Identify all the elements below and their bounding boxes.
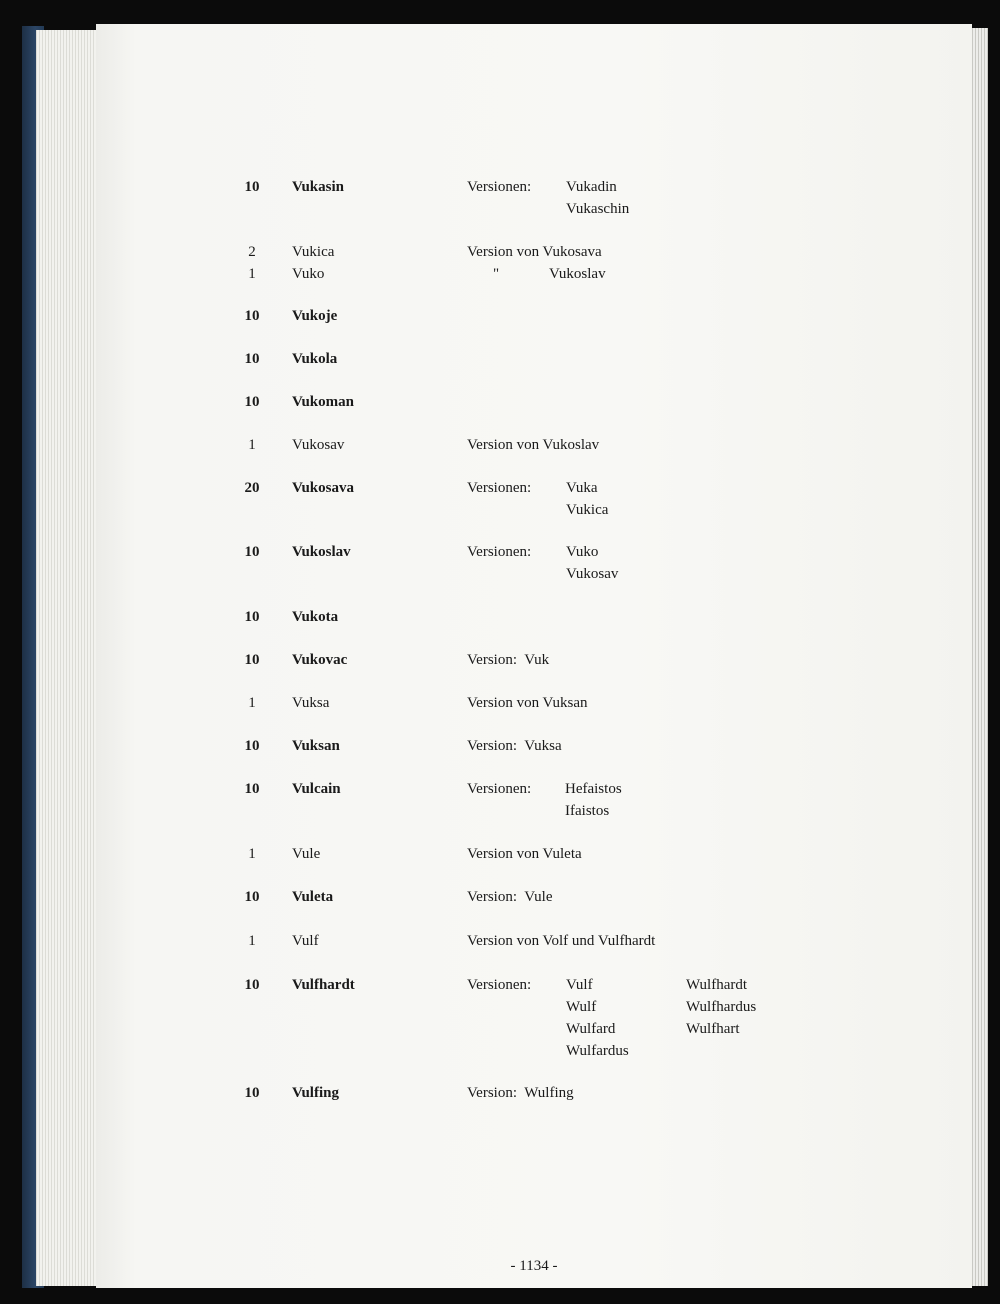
entry-value: Wulfard bbox=[566, 1021, 616, 1037]
entry-value: Hefaistos bbox=[565, 781, 622, 797]
page-number: - 1134 - bbox=[510, 1258, 558, 1274]
entry-name: Vukoman bbox=[292, 394, 354, 410]
entry-count: 10 bbox=[244, 977, 260, 993]
entry-label: Versionen: bbox=[467, 480, 532, 496]
entry-text: Version von Vukoslav bbox=[467, 437, 600, 453]
entry-label: Versionen: bbox=[467, 781, 532, 797]
entry-name: Vuleta bbox=[292, 889, 334, 905]
entry-text: Version von Vuleta bbox=[467, 846, 582, 862]
entry-name: Vukoslav bbox=[292, 544, 351, 560]
entry-name: Vulfhardt bbox=[292, 977, 355, 993]
entry-text: Version von Volf und Vulfhardt bbox=[467, 933, 656, 949]
entry-name: Vukasin bbox=[292, 179, 344, 195]
entry-count: 2 bbox=[248, 244, 256, 260]
entry-count: 10 bbox=[244, 308, 260, 324]
entry-value: Vukosav bbox=[566, 566, 619, 582]
entry-count: 10 bbox=[244, 609, 260, 625]
entry-name: Vukosava bbox=[292, 480, 354, 496]
entry-name: Vulcain bbox=[292, 781, 341, 797]
entry-name: Vukoje bbox=[292, 308, 338, 324]
entry-text: Version von Vukosava bbox=[467, 244, 602, 260]
entry-name: Vuko bbox=[292, 266, 325, 282]
entry-text: Version von Vuksan bbox=[467, 695, 588, 711]
entry-value: Ifaistos bbox=[565, 803, 610, 819]
entry-name: Vukosav bbox=[292, 437, 345, 453]
entry-value-secondary: Wulfhardus bbox=[686, 999, 757, 1015]
entry-text: Version: Vuk bbox=[467, 652, 550, 668]
entry-label: Versionen: bbox=[467, 977, 532, 993]
entry-value: Vukica bbox=[566, 502, 609, 518]
entry-count: 10 bbox=[244, 394, 260, 410]
entry-value: Vukadin bbox=[566, 179, 617, 195]
entry-name: Vulfing bbox=[292, 1085, 339, 1101]
entry-text: Version: Vuksa bbox=[467, 738, 562, 754]
entry-name: Vukovac bbox=[292, 652, 348, 668]
entry-value-secondary: Wulfhart bbox=[686, 1021, 740, 1037]
entry-count: 1 bbox=[248, 933, 256, 949]
entry-label: Versionen: bbox=[467, 179, 532, 195]
entry-count: 10 bbox=[244, 1085, 260, 1101]
entry-value: Vukaschin bbox=[566, 201, 630, 217]
entry-count: 10 bbox=[244, 351, 260, 367]
entry-value: Vuko bbox=[566, 544, 599, 560]
entry-value: Wulf bbox=[566, 999, 597, 1015]
entry-name: Vulf bbox=[292, 933, 319, 949]
entry-name: Vule bbox=[292, 846, 321, 862]
entry-text: Version: Wulfing bbox=[467, 1085, 574, 1101]
entry-name: Vuksa bbox=[292, 695, 330, 711]
book-page bbox=[96, 24, 972, 1288]
entry-count: 1 bbox=[248, 437, 256, 453]
entry-name: Vuksan bbox=[292, 738, 340, 754]
entry-count: 10 bbox=[244, 652, 260, 668]
entry-count: 10 bbox=[244, 544, 260, 560]
entry-count: 10 bbox=[244, 179, 260, 195]
entry-value: Vulf bbox=[566, 977, 593, 993]
entry-count: 10 bbox=[244, 781, 260, 797]
entry-count: 1 bbox=[248, 846, 256, 862]
entry-count: 10 bbox=[244, 738, 260, 754]
entry-count: 1 bbox=[248, 695, 256, 711]
entry-text: Version: Vule bbox=[467, 889, 553, 905]
entry-value: Wulfardus bbox=[566, 1043, 629, 1059]
entry-name: Vukota bbox=[292, 609, 339, 625]
entry-count: 20 bbox=[244, 480, 260, 496]
entry-count: 10 bbox=[244, 889, 260, 905]
entry-name: Vukica bbox=[292, 244, 335, 260]
entry-value: Vuka bbox=[566, 480, 598, 496]
entry-label: Versionen: bbox=[467, 544, 532, 560]
entry-text: Vukoslav bbox=[549, 266, 606, 282]
ditto-mark: " bbox=[493, 266, 500, 282]
entry-value-secondary: Wulfhardt bbox=[686, 977, 748, 993]
entry-name: Vukola bbox=[292, 351, 338, 367]
entry-count: 1 bbox=[248, 266, 256, 282]
